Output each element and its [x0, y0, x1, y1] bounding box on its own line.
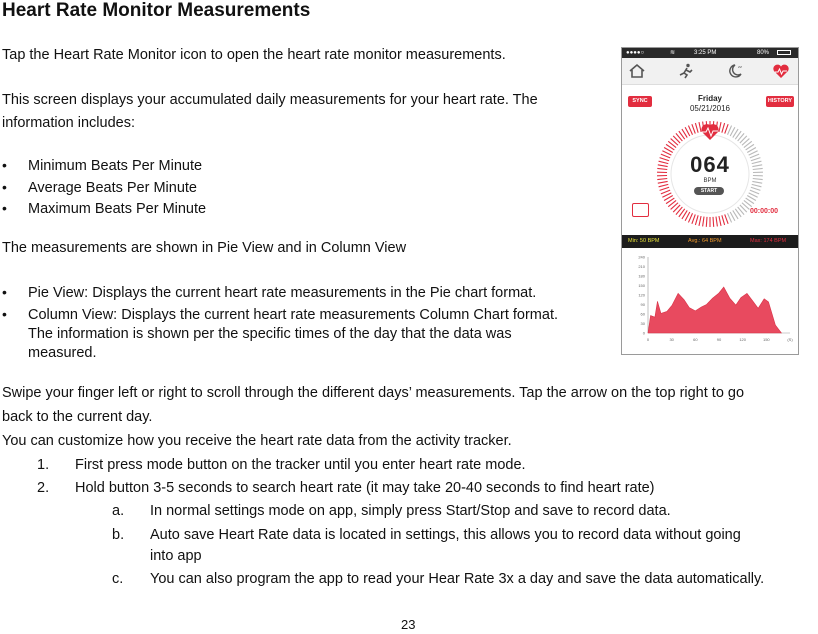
- wifi-icon: ≋: [670, 48, 675, 58]
- screen-desc-line1: This screen displays your accumulated daily measurements for your heart rate. The: [2, 91, 538, 109]
- dial-tick: [695, 123, 698, 133]
- dial-tick: [750, 190, 759, 194]
- sync-button[interactable]: SYNC: [628, 96, 652, 107]
- date-label: 05/21/2016: [678, 104, 742, 113]
- page-title: Heart Rate Monitor Measurements: [2, 0, 310, 22]
- y-tick-label: 180: [638, 274, 645, 279]
- pie-view-text: Pie View: Displays the current heart rate measurements in the Pie chart format.: [28, 284, 536, 302]
- y-tick-label: 60: [641, 312, 646, 317]
- page-number: 23: [401, 616, 415, 634]
- dial-tick: [661, 190, 670, 194]
- bullet-icon: •: [2, 200, 7, 216]
- phone-screenshot: [621, 47, 799, 355]
- dial-tick: [752, 161, 762, 163]
- dial-tick: [752, 181, 762, 183]
- dial-tick: [725, 124, 728, 133]
- dial-tick: [727, 126, 731, 135]
- y-tick-label: 240: [638, 255, 645, 260]
- start-button[interactable]: START: [694, 187, 724, 195]
- dial-tick: [719, 122, 721, 132]
- dial-tick: [703, 217, 704, 227]
- dial-tick: [660, 158, 670, 161]
- dial-tick: [727, 213, 731, 222]
- step-text: Hold button 3-5 seconds to search heart rate (it may take 20-40 seconds to find heart rate): [75, 479, 655, 497]
- dial-tick: [725, 214, 728, 223]
- swipe-line1: Swipe your finger left or right to scroll through the different days’ measurements. Tap the arrow on the top right to go: [2, 384, 744, 402]
- dial-tick: [688, 213, 692, 222]
- dial-tick: [659, 161, 669, 163]
- signal-dots: ●●●●○: [626, 48, 644, 58]
- dial-tick: [658, 165, 668, 167]
- bullet-icon: •: [2, 284, 7, 300]
- dial-tick: [659, 184, 669, 186]
- dial-tick: [713, 217, 714, 227]
- substep-text: You can also program the app to read your Hear Rate 3x a day and save the data automatically.: [150, 570, 764, 588]
- dial-tick: [719, 216, 721, 226]
- min-bpm: Min: 50 BPM: [628, 235, 659, 248]
- app-nav-bar: [622, 58, 798, 85]
- dial-tick: [695, 215, 698, 225]
- dial-tick: [706, 217, 707, 227]
- timer-display: 00:00:00: [750, 208, 778, 215]
- substep-letter: c.: [112, 570, 123, 588]
- customize-text: You can customize how you receive the heart rate data from the activity tracker.: [2, 432, 512, 450]
- heart-rate-icon[interactable]: [772, 63, 790, 79]
- history-button[interactable]: HISTORY: [766, 96, 794, 107]
- battery-icon: [777, 50, 791, 55]
- dial-tick: [751, 158, 761, 161]
- dial-tick: [657, 178, 667, 179]
- swipe-line2: back to the current day.: [2, 408, 152, 426]
- heart-rate-area-chart: [622, 251, 798, 351]
- dial-tick: [699, 122, 701, 132]
- substep-text: into app: [150, 547, 202, 565]
- dial-tick: [716, 217, 717, 227]
- bpm-value: 064: [678, 152, 742, 178]
- bullet-icon: •: [2, 157, 7, 173]
- views-intro: The measurements are shown in Pie View and in Column View: [2, 239, 406, 257]
- svg-text:zz: zz: [738, 64, 742, 69]
- dial-tick: [692, 214, 695, 223]
- x-tick-label: 120: [739, 337, 746, 342]
- substep-text: In normal settings mode on app, simply press Start/Stop and save to record data.: [150, 502, 671, 520]
- dial-tick: [753, 178, 763, 179]
- bpm-unit: BPM: [678, 178, 742, 184]
- screen-desc-line2: information includes:: [2, 114, 135, 132]
- dial-tick: [660, 187, 670, 190]
- calendar-icon[interactable]: [632, 203, 649, 217]
- info-item: Maximum Beats Per Minute: [28, 200, 206, 218]
- step-text: First press mode button on the tracker until you enter heart rate mode.: [75, 456, 526, 474]
- x-tick-label: 0: [647, 337, 650, 342]
- intro-text: Tap the Heart Rate Monitor icon to open the heart rate monitor measurements.: [2, 46, 506, 64]
- column-view-line1: Column View: Displays the current heart rate measurements Column Chart format.: [28, 306, 558, 324]
- dial-tick: [657, 168, 667, 169]
- y-tick-label: 90: [641, 302, 646, 307]
- max-bpm: Max: 174 BPM: [750, 235, 786, 248]
- y-tick-label: 150: [638, 283, 645, 288]
- x-tick-label: 150: [763, 337, 770, 342]
- y-tick-label: 0: [643, 331, 646, 336]
- dial-tick: [752, 184, 762, 186]
- day-label: Friday: [678, 94, 742, 103]
- dial-tick: [750, 154, 759, 158]
- y-tick-label: 30: [641, 321, 646, 326]
- y-tick-label: 120: [638, 293, 645, 298]
- x-tick-label: (S): [787, 337, 793, 342]
- battery-percent: 80%: [757, 48, 769, 58]
- x-tick-label: 30: [669, 337, 674, 342]
- substep-letter: a.: [112, 502, 124, 520]
- substep-letter: b.: [112, 526, 124, 544]
- y-tick-label: 210: [638, 264, 645, 269]
- column-view-line3: measured.: [28, 344, 97, 362]
- info-item: Average Beats Per Minute: [28, 179, 197, 197]
- dial-tick: [688, 126, 692, 135]
- dial-tick: [753, 168, 763, 169]
- bullet-icon: •: [2, 179, 7, 195]
- dial-tick: [751, 187, 761, 190]
- bullet-icon: •: [2, 306, 7, 322]
- dial-tick: [661, 154, 670, 158]
- substep-text: Auto save Heart Rate data is located in settings, this allows you to record data without going: [150, 526, 741, 544]
- dial-tick: [722, 215, 725, 225]
- column-view-line2: The information is shown per the specific times of the day that the data was: [28, 325, 512, 343]
- dial-tick: [722, 123, 725, 133]
- dial-tick: [699, 216, 701, 226]
- x-tick-label: 60: [693, 337, 698, 342]
- step-number: 1.: [37, 456, 49, 474]
- bpm-stats-bar: [622, 235, 798, 248]
- status-bar: [622, 48, 798, 58]
- dial-tick: [692, 124, 695, 133]
- x-tick-label: 90: [717, 337, 722, 342]
- heart-rate-series-area: [648, 287, 781, 333]
- dial-tick: [752, 165, 762, 167]
- dial-tick: [658, 181, 668, 183]
- info-item: Minimum Beats Per Minute: [28, 157, 202, 175]
- home-icon[interactable]: [628, 63, 646, 79]
- status-time: 3:25 PM: [694, 48, 716, 58]
- avg-bpm: Avg.: 64 BPM: [688, 235, 722, 248]
- sleep-moon-icon[interactable]: [726, 63, 744, 79]
- activity-runner-icon[interactable]: [677, 63, 695, 79]
- step-number: 2.: [37, 479, 49, 497]
